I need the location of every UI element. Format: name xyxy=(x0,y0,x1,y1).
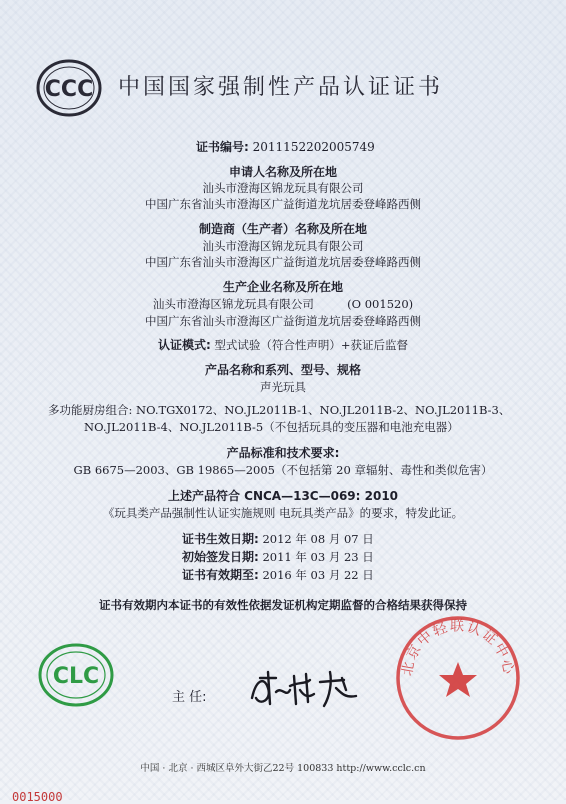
factory-heading: 生产企业名称及所在地 xyxy=(222,280,343,294)
director-signature xyxy=(246,668,362,710)
certificate-title: 中国国家强制性产品认证证书 xyxy=(118,75,444,100)
standards-heading: 产品标准和技术要求: xyxy=(226,446,340,460)
validity-note: 证书有效期内本证书的有效性依据发证机构定期监督的合格结果获得保持 xyxy=(99,598,467,612)
serial-number: 0015000 xyxy=(12,790,63,804)
first-issue-date-value: 2011 年 03 月 23 日 xyxy=(262,550,374,564)
standards-value: GB 6675—2003、GB 19865—2005（不包括第 20 章辐射、毒性和类似危害） xyxy=(73,463,493,477)
ccc-logo-text: CCC xyxy=(44,77,94,102)
factory-address: 中国广东省汕头市澄海区广益街道龙坑居委登峰路西侧 xyxy=(145,314,421,328)
issue-date-value: 2012 年 08 月 07 日 xyxy=(262,532,374,546)
issue-date-label: 证书生效日期: xyxy=(182,532,259,546)
clc-logo-icon xyxy=(36,640,116,710)
issue-date-row xyxy=(182,530,374,547)
certification-seal xyxy=(392,612,524,744)
expiry-date-label: 证书有效期至: xyxy=(182,568,259,582)
expiry-date-row xyxy=(182,566,374,583)
first-issue-date-label: 初始签发日期: xyxy=(182,550,259,564)
factory-name-row xyxy=(0,296,566,312)
factory-code: (O 001520) xyxy=(347,297,414,311)
manufacturer-name: 汕头市澄海区锦龙玩具有限公司 xyxy=(202,239,364,253)
seal-text: 北京中轻联认证中心 xyxy=(399,618,517,678)
certificate-number-label: 证书编号: xyxy=(196,140,249,154)
manufacturer-heading: 制造商（生产者）名称及所在地 xyxy=(198,222,367,236)
certificate-number xyxy=(196,138,375,155)
certificate-number-value: 2011152202005749 xyxy=(252,140,375,154)
applicant-address: 中国广东省汕头市澄海区广益街道龙坑居委登峰路西侧 xyxy=(145,197,421,211)
product-models-line2: NO.JL2011B-4、NO.JL2011B-5（不包括玩具的变压器和电池充电器） xyxy=(84,420,459,434)
clc-logo-text: CLC xyxy=(52,664,100,689)
footer-address: 中国 · 北京 · 西城区阜外大街乙22号 100833 http://www.cclc.cn xyxy=(140,763,426,774)
expiry-date-value: 2016 年 03 月 22 日 xyxy=(262,568,374,582)
seal-star-icon xyxy=(439,662,477,697)
product-heading: 产品名称和系列、型号、规格 xyxy=(204,363,361,377)
first-issue-date-row xyxy=(182,548,374,565)
applicant-heading: 申请人名称及所在地 xyxy=(228,165,337,179)
certification-mode-label: 认证模式: xyxy=(157,338,211,352)
ccc-logo-icon xyxy=(36,58,102,118)
product-name: 声光玩具 xyxy=(260,380,306,394)
certification-mode xyxy=(0,336,566,353)
conformity-line2: 《玩具类产品强制性认证实施规则 电玩具类产品》的要求，特发此证。 xyxy=(102,506,464,520)
product-models-line1: 多功能厨房组合: NO.TGX0172、NO.JL2011B-1、NO.JL2011B-2、NO.JL2011B-3、 xyxy=(48,403,511,417)
factory-name: 汕头市澄海区锦龙玩具有限公司 xyxy=(152,297,314,311)
applicant-name: 汕头市澄海区锦龙玩具有限公司 xyxy=(202,181,364,195)
certification-mode-value: 型式试验（符合性声明）+获证后监督 xyxy=(214,338,409,352)
manufacturer-address: 中国广东省汕头市澄海区广益街道龙坑居委登峰路西侧 xyxy=(145,255,421,269)
director-label: 主 任: xyxy=(172,690,207,705)
conformity-line1: 上述产品符合 CNCA—13C—069: 2010 xyxy=(167,489,399,503)
